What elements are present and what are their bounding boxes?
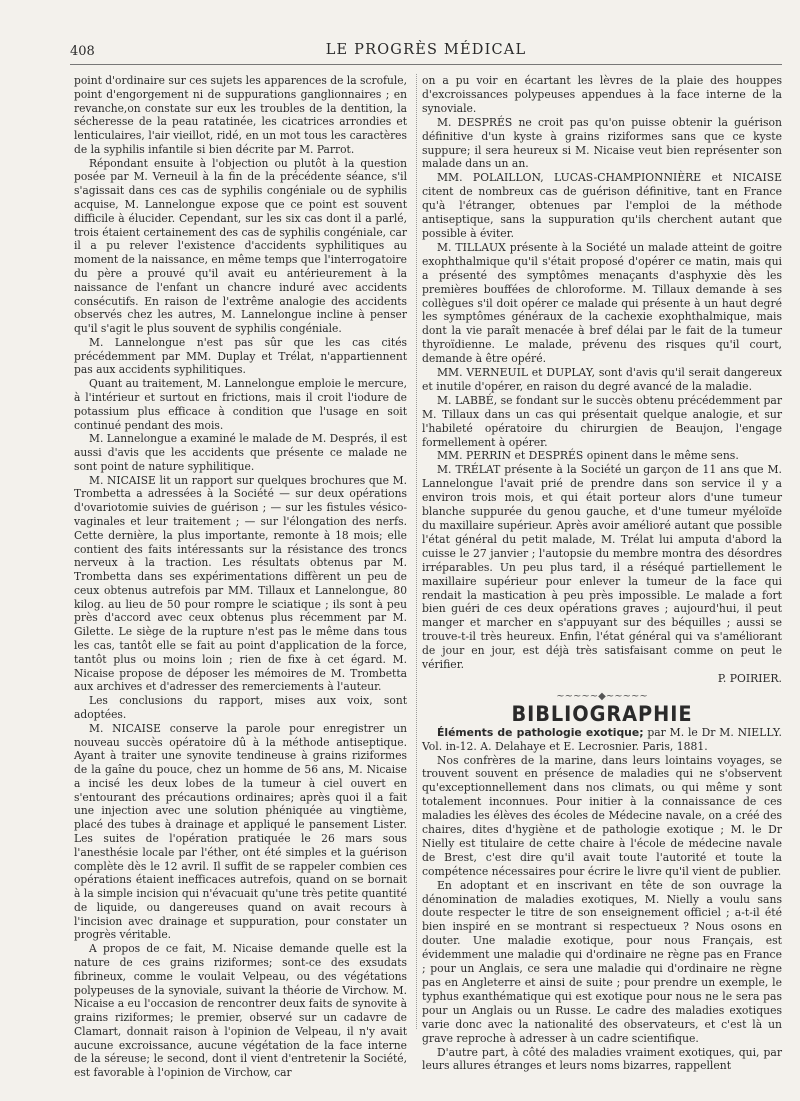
paragraph: MM. PERRIN et DESPRÉS opinent dans le même sens.	[437, 449, 739, 463]
paragraph: point d'ordinaire sur ces sujets les apparences de la scrofule, point d'engorgement ni de suppurations ganglionnaires ; en revanche,on constate sur eux les troubles de la dentition, la sécheresse de la peau ratatinée, les cicatrices arrondies et lenticulaires, l'air vieillot, ridé, en un mot tous les caractères de la syphilis infantile si bien décrite par M. Parrot.	[74, 74, 407, 156]
right-column	[422, 74, 782, 1073]
page-number: 408	[70, 44, 95, 59]
column-divider	[416, 74, 417, 1029]
paragraph: Nos confrères de la marine, dans leurs lointains voyages, se trouvent souvent en présence de maladies qui ne s'observent qu'exceptionnellement dans nos climats, ou qui même y sont totalement inconnues. Pour initier à la connaissance de ces maladies les élèves des écoles de Médecine navale, on a créé des chaires, dites d'hygiène et de pathologie exotique ; M. le Dr Nielly est titulaire de cette chaire à l'école de médecine navale de Brest, c'est dire qu'il avait toute l'autorité et toute la compétence nécessaires pour écrire le livre qu'il vient de publier.	[422, 753, 782, 878]
paragraph: En adoptant et en inscrivant en tête de son ouvrage la dénomination de maladies exotiques, M. Nielly a voulu sans doute respecter le titre de son enseignement officiel ; a-t-il été bien inspiré en se montrant si respectueux ? Nous osons en douter. Une maladie exotique, pour nous Français, est évidemment une maladie qui d'ordinaire ne règne pas en France ; pour un Anglais, ce sera une maladie qui d'ordinaire ne règne pas en Angleterre et ainsi de suite ; pour prendre un exemple, le typhus exanthématique qui est exotique pour nous ne le sera pas pour un Anglais ou un Russe. Le cadre des maladies exotiques varie donc avec la nationalité des observateurs, et c'est là un grave reproche à adresser à un cadre scientifique.	[422, 878, 782, 1045]
paragraph: M. NICAISE conserve la parole pour enregistrer un nouveau succès opératoire dû à la méthode antiseptique. Ayant à traiter une synovite tendineuse à grains riziformes de la gaîne du pouce, chez un homme de 56 ans, M. Nicaise a incisé les deux lobes de la tumeur à ciel ouvert en s'entourant des précautions ordinaires; après quoi il a fait une injection avec une solution phéniquée au vingtième, placé des tubes à drainage et appliqué le pansement Lister. Les suites de l'opération pratiquée le 26 mars sous l'anesthésie locale par l'éther, ont été simples et la guérison complète dès le 12 avril. Il suffit de se rappeler combien ces opérations étaient inefficaces autrefois, quand on se bornait à la simple incision qui n'évacuait qu'une très petite quantité de liquide, ou dangereuses quand on avait recours à l'incision avec drainage et suppuration, pour constater un progrès véritable.	[74, 721, 407, 942]
paragraph: A propos de ce fait, M. Nicaise demande quelle est la nature de ces grains riziformes; sont-ce des exsudats fibrineux, comme le voulait Velpeau, ou des végétations polypeuses de la synoviale, suivant la théorie de Virchow. M. Nicaise a eu l'occasion de rencontrer deux faits de synovite à grains riziformes; le premier, observé sur un cadavre de Clamart, donnait raison à l'opinion de Velpeau, il n'y avait aucune excroissance, aucune végétation de la face interne de la séreuse; le second, dont il vient d'entretenir la Société, est favorable à l'opinion de Virchow, car	[74, 942, 407, 1080]
section-heading: BIBLIOGRAPHIE	[511, 701, 693, 726]
page-header	[70, 42, 782, 65]
paragraph: M. Lannelongue a examiné le malade de M. Després, il est aussi d'avis que les accidents que présente ce malade ne sont point de nature syphilitique.	[74, 432, 407, 473]
paragraph: Les conclusions du rapport, mises aux voix, sont adoptées.	[74, 694, 407, 721]
paragraph: M. NICAISE lit un rapport sur quelques brochures que M. Trombetta a adressées à la Société — sur deux opérations d'ovariotomie suivies de guérison ; — sur les fistules vésico-vaginales et leur traitement ; — sur l'élongation des nerfs. Cette dernière, la plus importante, remonte à 18 mois; elle contient des faits intéressants sur la résistance des troncs nerveux à la traction. Les résultats obtenus par M. Trombetta dans ses expérimentations diffèrent un peu de ceux obtenus autrefois par MM. Tillaux et Lannelongue, 80 kilog. au lieu de 50 pour rompre le sciatique ; ils sont à peu près d'accord avec ceux obtenus plus récemment par M. Gilette. Le siège de la rupture n'est pas le même dans tous les cas, tantôt elle se fait au point d'application de la force, tantôt plus ou moins loin ; rien de fixe à cet égard. M. Nicaise propose de déposer les mémoires de M. Trombetta aux archives et d'adresser des remerciements à l'auteur.	[74, 473, 407, 694]
paragraph: MM. VERNEUIL et DUPLAY, sont d'avis qu'il serait dangereux et inutile d'opérer, en raison du degré avancé de la maladie.	[422, 366, 782, 393]
journal-title: LE PROGRÈS MÉDICAL	[325, 42, 527, 58]
paragraph: Répondant ensuite à l'objection ou plutôt à la question posée par M. Verneuil à la fin de la précédente séance, s'il s'agissait dans ces cas de syphilis congéniale ou de syphilis acquise, M. Lannelongue expose que ce point est souvent difficile à élucider. Cependant, sur les six cas dont il a parlé, trois étaient certainement des cas de syphilis congéniale, car il a pu relever l'existence d'accidents syphilitiques au moment de la naissance, en même temps que l'interrogatoire du père a prouvé qu'il avait eu antérieurement à la naissance de l'enfant un chancre induré avec accidents consécutifs. En raison de l'extrême analogie des accidents observés chez les autres, M. Lannelongue incline à penser qu'il s'agit le plus souvent de syphilis congéniale.	[74, 156, 407, 336]
paragraph: M. LABBÉ, se fondant sur le succès obtenu précédemment par M. Tillaux dans un cas qui présentait quelque analogie, et sur l'habileté opératoire du chirurgien de Beaujon, l'engage formellement à opérer.	[422, 393, 782, 449]
ornament-divider: ~~~~~◆~~~~~	[556, 690, 648, 702]
paragraph: M. TRÉLAT présente à la Société un garçon de 11 ans que M. Lannelongue l'avait prié de prendre dans son service il y a environ trois mois, et qui était porteur alors d'une tumeur blanche suppurée du genou gauche, et d'une tumeur myéloïde du maxillaire supérieur. Après avoir amélioré autant que possible l'état général du petit malade, M. Trélat lui amputa d'abord la cuisse le 27 janvier ; l'autopsie du membre montra des désordres irréparables. Un peu plus tard, il a réséqué partiellement le maxillaire supérieur pour enlever la tumeur de la face qui rendait la mastication à peu près impossible. Le malade a fort bien guéri de ces deux opérations graves ; aujourd'hui, il peut manger et marcher en s'appuyant sur des béquilles ; aussi se trouve-t-il très heureux. Enfin, l'état général qui va s'améliorant de jour en jour, est déjà très satisfaisant comme on peut le vérifier.	[422, 463, 782, 672]
paragraph: on a pu voir en écartant les lèvres de la plaie des houppes d'excroissances polypeuses appendues à la face interne de la synoviale.	[422, 74, 782, 115]
book-reference	[422, 726, 782, 754]
paragraph: M. TILLAUX présente à la Société un malade atteint de goitre exophthalmique qu'il s'était proposé d'opérer ce matin, mais qui a présenté des symptômes menaçants d'asphyxie dès les premières bouffées de chloroforme. M. Tillaux demande à ses collègues s'il doit opérer ce malade qui présente à un haut degré les symptômes généraux de la cachexie exophthalmique, mais dont la vie paraît menacée à bref délai par le fait de la tumeur thyroïdienne. Le malade, prévenu des risques qu'il court, demande à être opéré.	[422, 240, 782, 366]
book-details: par M. le Dr M. NIELLY. Vol. in-12. A. Delahaye et E. Lecrosnier. Paris, 1881.	[422, 725, 782, 753]
paragraph: D'autre part, à côté des maladies vraiment exotiques, qui, par leurs allures étranges et leurs noms bizarres, rappellent	[422, 1045, 782, 1073]
book-title: Éléments de pathologie exotique;	[437, 725, 644, 739]
left-column	[74, 74, 407, 1080]
paragraph: M. Lannelongue n'est pas sûr que les cas cités précédemment par MM. Duplay et Trélat, n'appartiennent pas aux accidents syphilitiques.	[74, 335, 407, 377]
paragraph: MM. POLAILLON, LUCAS-CHAMPIONNIÈRE et NICAISE citent de nombreux cas de guérison définitive, tant en France qu'à l'étranger, obtenues par l'emploi de la méthode antiseptique, sans la suppuration qu'ils cherchent autant que possible à éviter.	[422, 171, 782, 240]
author-signature: P. POIRIER.	[717, 671, 782, 685]
paragraph: M. DESPRÉS ne croit pas qu'on puisse obtenir la guérison définitive d'un kyste à grains riziformes sans que ce kyste suppure; il sera heureux si M. Nicaise veut bien représenter son malade dans un an.	[422, 115, 782, 171]
paragraph: Quant au traitement, M. Lannelongue emploie le mercure, à l'intérieur et surtout en frictions, mais il croit l'iodure de potassium plus efficace à condition que l'usage en soit continué pendant des mois.	[74, 377, 407, 432]
